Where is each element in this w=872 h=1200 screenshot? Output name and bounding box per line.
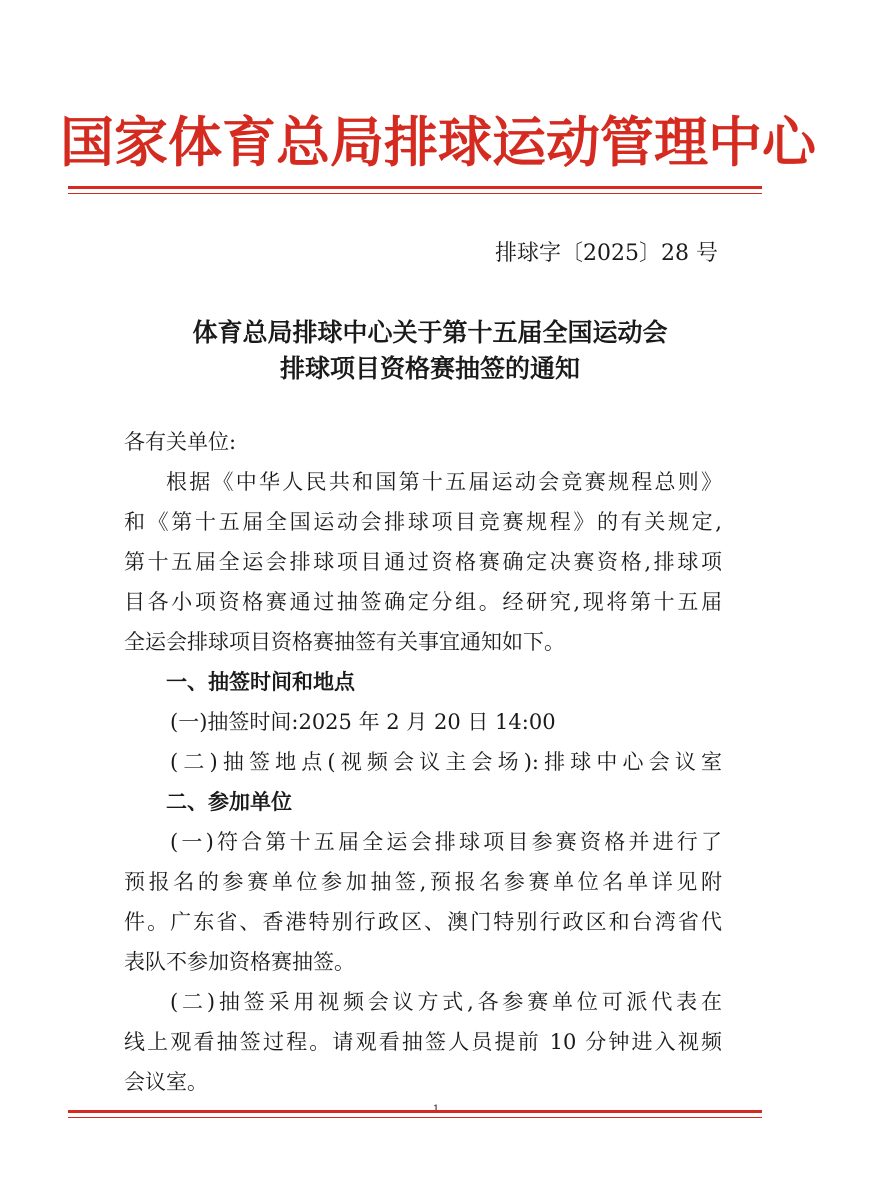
draw-time: (一)抽签时间:2025 年 2 月 20 日 14:00: [170, 710, 556, 734]
footer-red-rule: [68, 1110, 762, 1118]
body-line: 和《第十五届全国运动会排球项目竞赛规程》的有关规定,: [124, 510, 722, 534]
letterhead-red-rule: [68, 186, 762, 194]
section-2-heading: 二、参加单位: [166, 790, 292, 814]
section-2-para-1-line: (一)符合第十五届全运会排球项目参赛资格并进行了: [170, 830, 722, 854]
page-number: 1: [432, 1104, 440, 1115]
section-2-para-1-line: 表队不参加资格赛抽签。: [124, 950, 355, 974]
body-line: 目各小项资格赛通过抽签确定分组。经研究,现将第十五届: [124, 590, 722, 614]
body-line: 根据《中华人民共和国第十五届运动会竞赛规程总则》: [166, 470, 722, 494]
section-2-para-1-line: 预报名的参赛单位参加抽签,预报名参赛单位名单详见附: [124, 870, 722, 894]
document-title-line-2: 排球项目资格赛抽签的通知: [279, 354, 580, 383]
document-title-line-1: 体育总局排球中心关于第十五届全国运动会: [192, 318, 668, 347]
section-2-para-2-line: 会议室。: [124, 1070, 208, 1094]
section-2-para-2-line: 线上观看抽签过程。请观看抽签人员提前 10 分钟进入视频: [124, 1030, 722, 1054]
section-1-heading: 一、抽签时间和地点: [166, 670, 355, 694]
salutation: 各有关单位:: [124, 430, 237, 454]
document-number: 排球字〔2025〕28 号: [495, 241, 718, 266]
draw-location: (二)抽签地点(视频会议主会场):排球中心会议室: [170, 750, 722, 774]
section-2-para-1-line: 件。广东省、香港特别行政区、澳门特别行政区和台湾省代: [124, 910, 722, 934]
section-2-para-2-line: (二)抽签采用视频会议方式,各参赛单位可派代表在: [170, 990, 722, 1014]
letterhead-title: 国家体育总局排球运动管理中心: [60, 111, 816, 174]
body-line: 第十五届全运会排球项目通过资格赛确定决赛资格,排球项: [124, 550, 722, 574]
body-line: 全运会排球项目资格赛抽签有关事宜通知如下。: [124, 630, 565, 654]
